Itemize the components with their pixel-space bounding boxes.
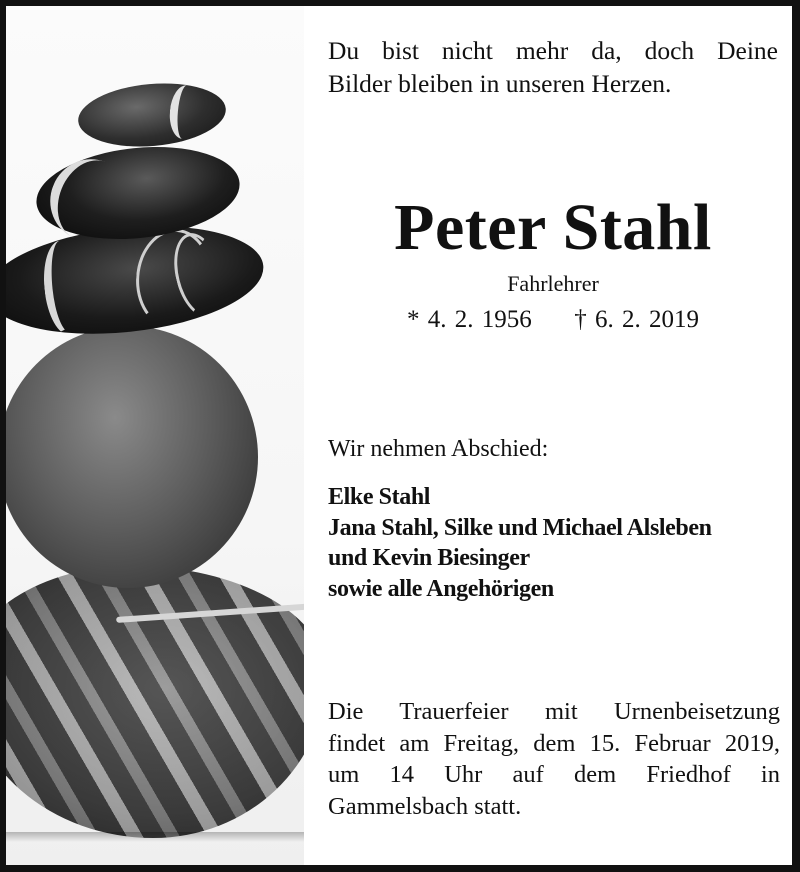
ceremony-line: Gammelsbach statt.: [328, 792, 522, 820]
mourner-line: Jana Stahl, Silke und Michael Alsleben: [328, 514, 712, 541]
farewell-heading: Wir nehmen Abschied:: [328, 436, 549, 462]
motto-line: Du bist nicht mehr da, doch Deine: [328, 36, 778, 65]
stacked-stones-image: [6, 6, 304, 865]
deceased-name: Peter Stahl: [394, 191, 712, 264]
ceremony-details: [328, 696, 780, 822]
stone-shadow: [6, 832, 304, 842]
life-dates: [328, 306, 778, 334]
stone-top: [76, 78, 229, 153]
stone-bottom: [6, 566, 304, 838]
dagger-icon: †: [574, 306, 587, 333]
motto-quote: [328, 34, 778, 100]
ceremony-line: Die Trauerfeier mit Urnenbeisetzung: [328, 698, 780, 725]
motto-line: Bilder bleiben in unseren Herzen.: [328, 69, 672, 98]
birth-star-icon: *: [407, 306, 420, 333]
birth-date: 4. 2. 1956: [427, 306, 532, 333]
deceased-profession: Fahrlehrer: [507, 271, 599, 296]
ceremony-line: um 14 Uhr auf dem Friedhof in: [328, 761, 780, 788]
mourner-line: und Kevin Biesinger: [328, 545, 530, 571]
stone-large-grey: [6, 326, 258, 588]
ceremony-line: findet am Freitag, dem 15. Februar 2019,: [328, 729, 780, 757]
obituary-notice: [6, 6, 792, 865]
mourner-line: Elke Stahl: [328, 484, 431, 510]
death-date: 6. 2. 2019: [595, 306, 699, 333]
mourner-line: sowie alle Angehörigen: [328, 575, 554, 602]
mourners-list: [328, 482, 712, 604]
